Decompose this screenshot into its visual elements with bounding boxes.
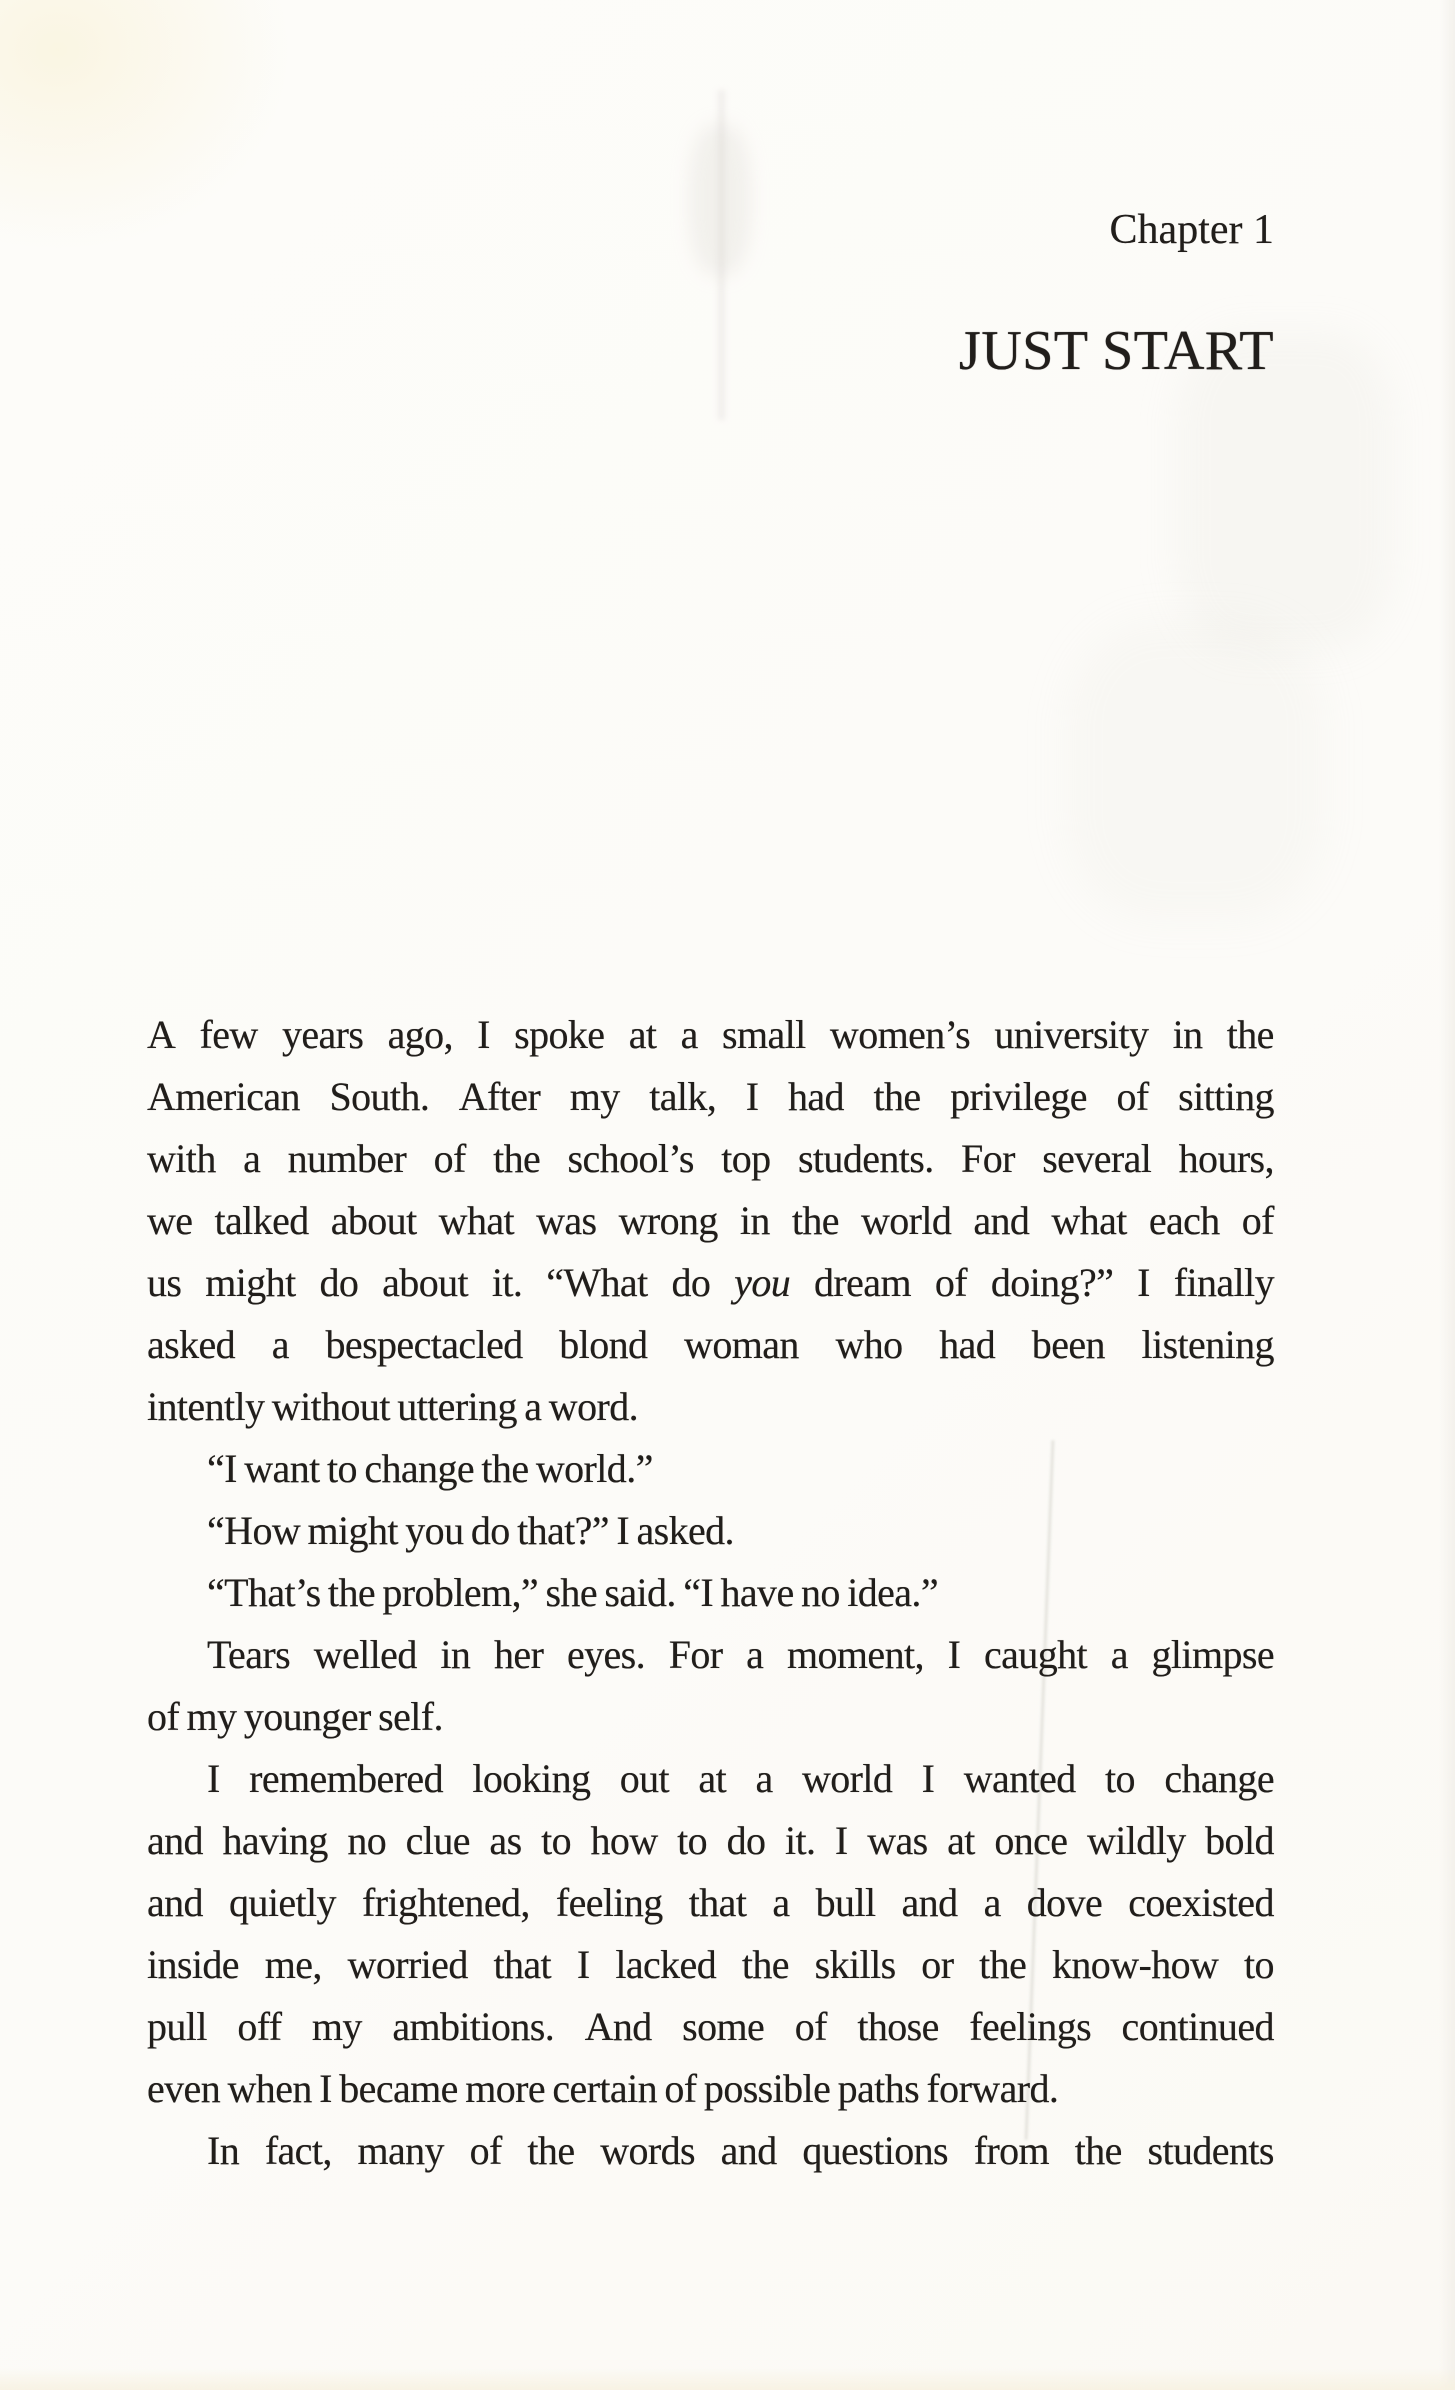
body-line: of my younger self. [147, 1694, 443, 1739]
body-line: I remembered looking out at a world I wanted to change [207, 1756, 1274, 1801]
scan-edge-shade [0, 2368, 1455, 2390]
body-line: pull off my ambitions. And some of those feelings continued [147, 2004, 1274, 2049]
body-line: asked a bespectacled blond woman who had been listening [147, 1322, 1274, 1367]
body-line: A few years ago, I spoke at a small women’s university in the [147, 1012, 1274, 1057]
body-line: and quietly frightened, feeling that a bull and a dove coexisted [147, 1880, 1274, 1925]
chapter-number: Chapter 1 [1109, 207, 1274, 253]
body-line: In fact, many of the words and questions from the students [207, 2128, 1274, 2173]
paragraph [147, 1624, 1274, 1748]
paragraph [147, 1500, 1274, 1562]
body-line: Tears welled in her eyes. For a moment, I caught a glimpse [207, 1632, 1274, 1677]
body-line: we talked about what was wrong in the world and what each of [147, 1198, 1274, 1243]
chapter-title: JUST START [958, 320, 1274, 382]
body-line: and having no clue as to how to do it. I was at once wildly bold [147, 1818, 1274, 1863]
body-line: “That’s the problem,” she said. “I have no idea.” [207, 1570, 938, 1615]
body-line: even when I became more certain of possible paths forward. [147, 2066, 1059, 2111]
paragraph [147, 1748, 1274, 2120]
body-line: inside me, worried that I lacked the skills or the know-how to [147, 1942, 1274, 1987]
body-line: “How might you do that?” I asked. [207, 1508, 734, 1553]
paragraph [147, 1438, 1274, 1500]
scan-edge-shade [1439, 0, 1455, 2390]
paragraph [147, 1004, 1274, 1438]
scan-blotch [1065, 620, 1325, 920]
scan-corner-tint [0, 0, 290, 250]
scan-streak [718, 90, 725, 420]
body-line: “I want to change the world.” [207, 1446, 653, 1491]
body-line: with a number of the school’s top students. For several hours, [147, 1136, 1274, 1181]
body-line: us might do about it. “What do you dream of doing?” I finally [147, 1260, 1274, 1305]
paragraph [147, 2120, 1274, 2182]
chapter-heading [959, 206, 1274, 382]
body-line: intently without uttering a word. [147, 1384, 639, 1429]
scan-smudge [690, 125, 750, 275]
body-text [147, 1004, 1274, 2182]
body-line: American South. After my talk, I had the privilege of sitting [147, 1074, 1274, 1119]
paragraph [147, 1562, 1274, 1624]
